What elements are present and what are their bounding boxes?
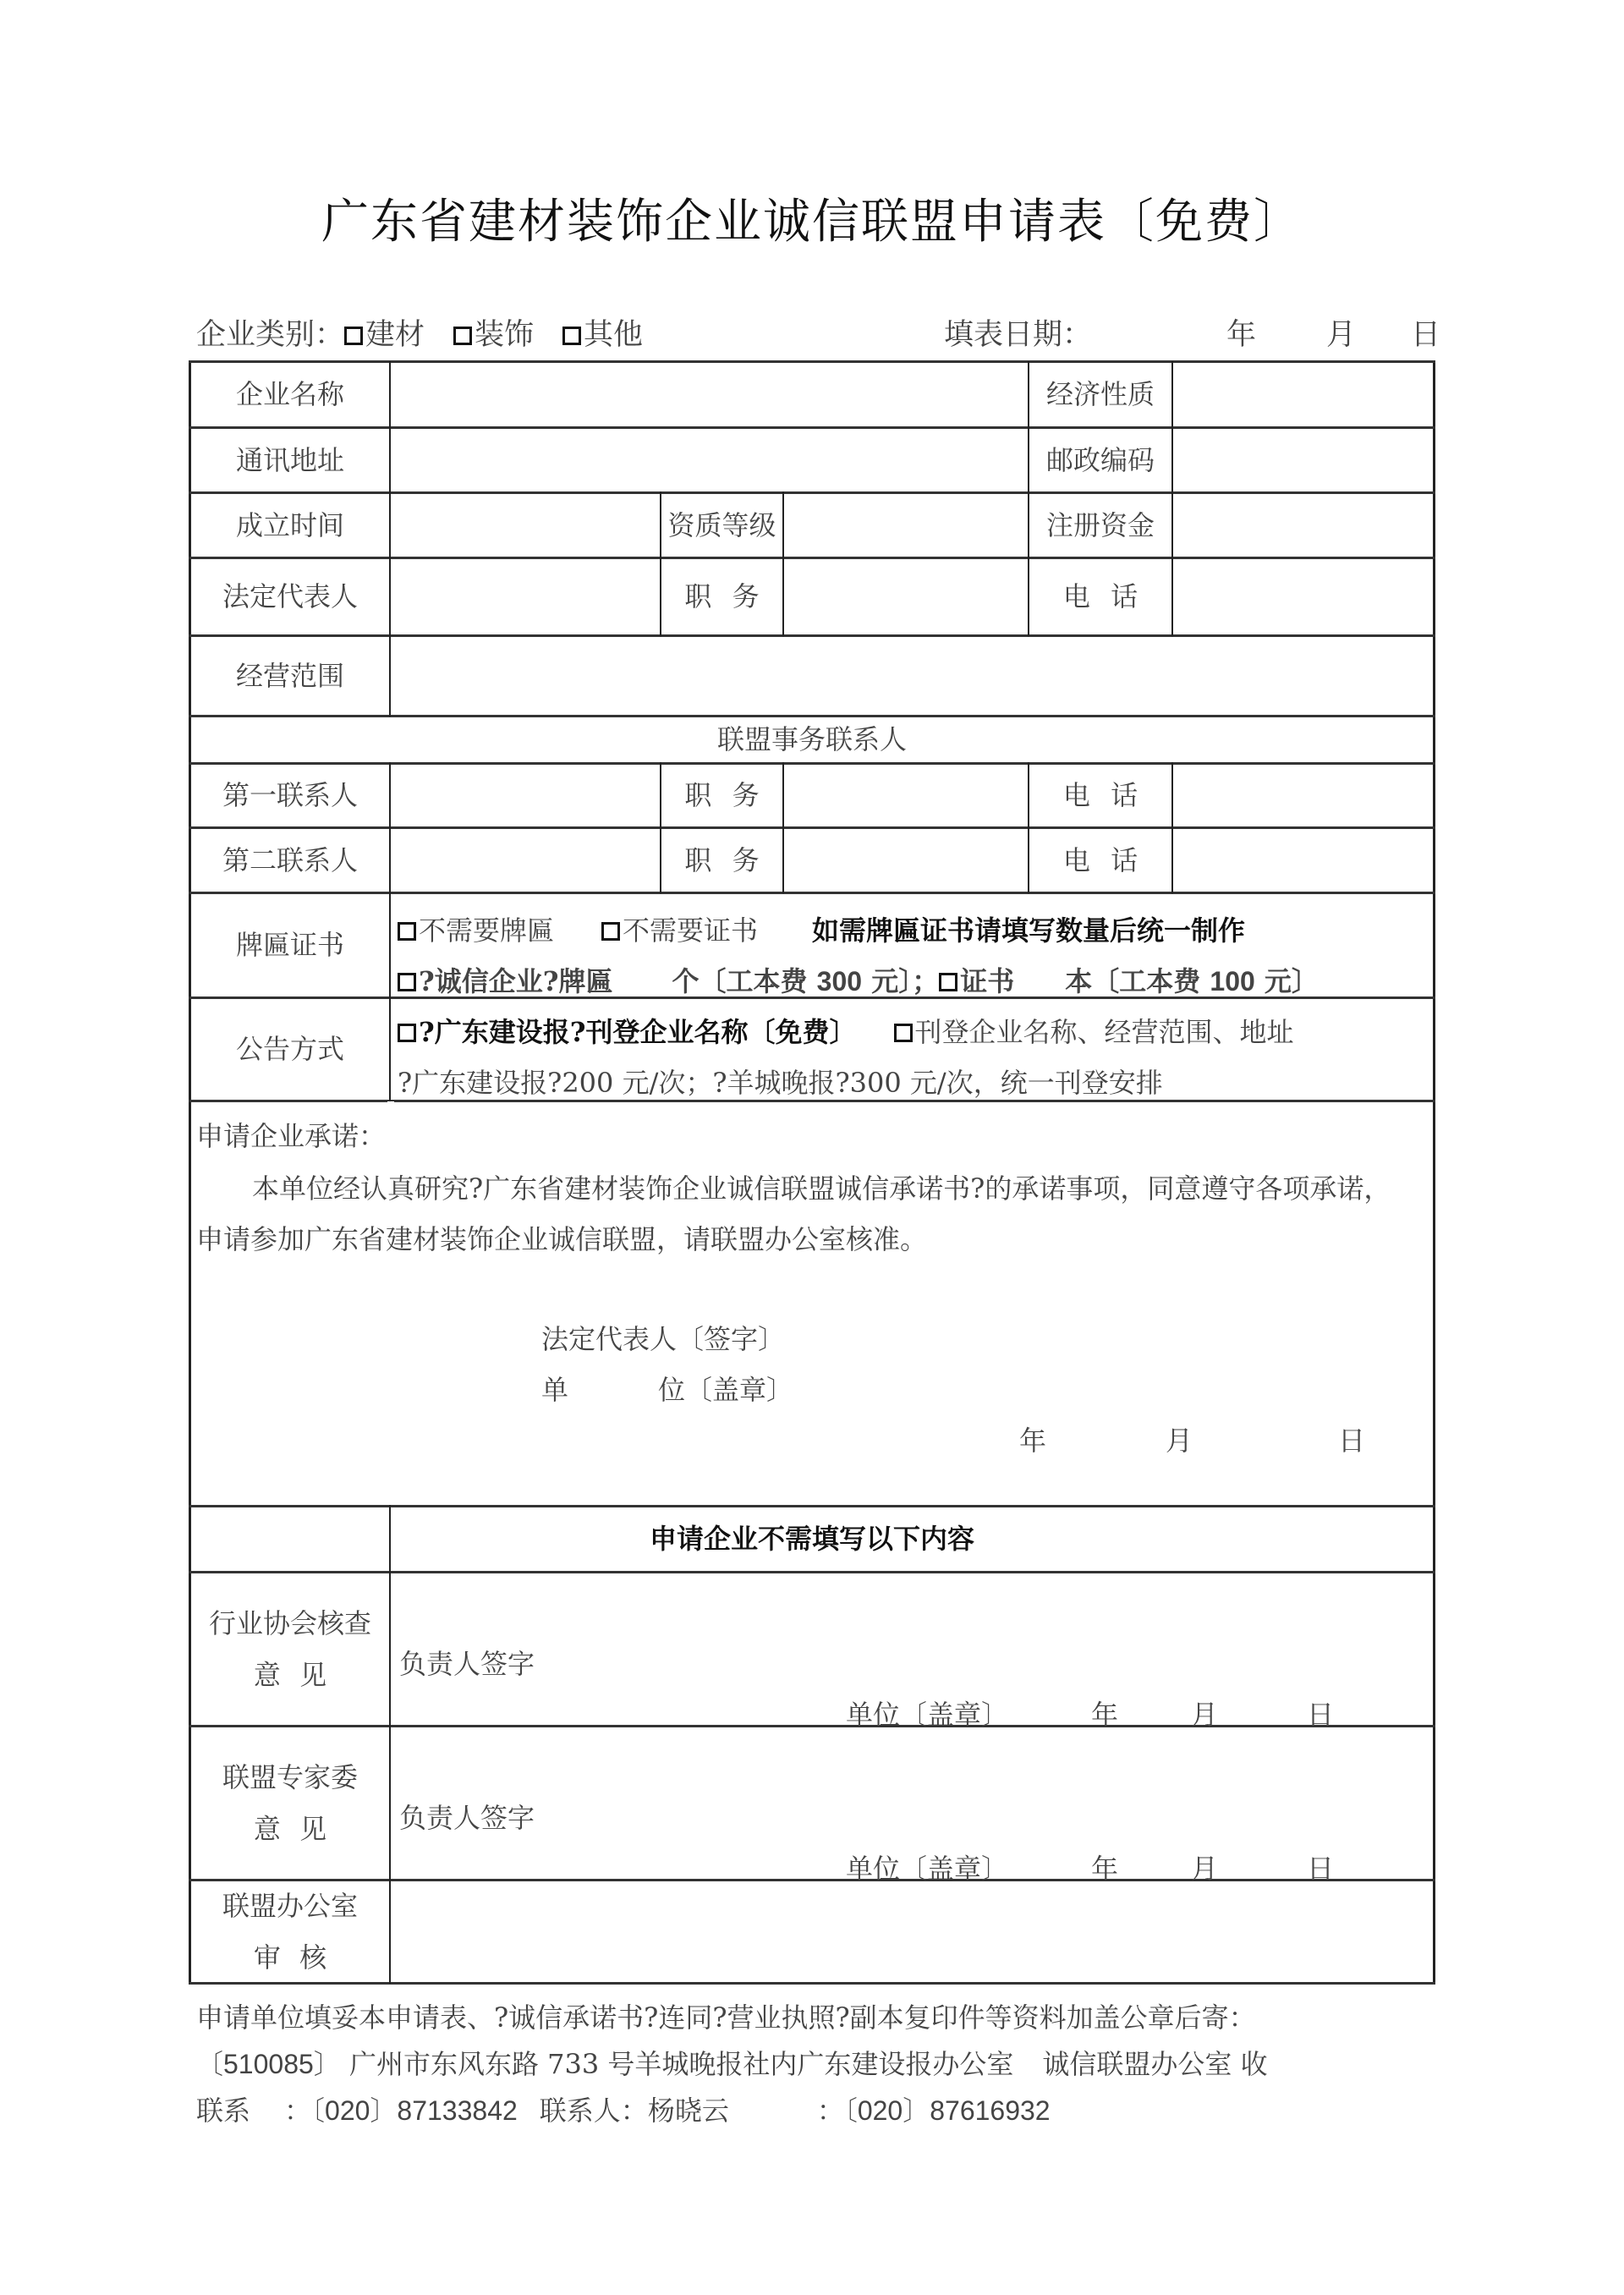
economic-nature-field[interactable] xyxy=(1174,363,1433,426)
footer-contact-row xyxy=(196,2089,1051,2128)
label-announcement: 公告方式 xyxy=(235,1033,344,1066)
certificate-price-suffix: 元〕 xyxy=(1264,965,1319,997)
label-registered-capital: 注册资金 xyxy=(1045,508,1155,541)
checkbox-icon[interactable] xyxy=(398,922,416,941)
office-section-title: 申请企业不需填写以下内容 xyxy=(649,1523,974,1556)
label-expert-review-line2: 意 见 xyxy=(253,1812,327,1845)
footer-recipient: 诚信联盟办公室 收 xyxy=(1042,2048,1268,2080)
label-company-name: 企业名称 xyxy=(235,378,344,411)
commitment-heading: 申请企业承诺： xyxy=(196,1120,387,1152)
label-office-review-line2: 审 核 xyxy=(253,1941,327,1974)
checkbox-icon[interactable] xyxy=(894,1024,913,1042)
legal-rep-phone-field[interactable] xyxy=(1174,559,1433,634)
office-review-field[interactable] xyxy=(392,1881,1433,1982)
business-scope-field[interactable] xyxy=(392,637,1433,715)
checkbox-icon[interactable] xyxy=(601,922,620,941)
qualification-field[interactable] xyxy=(784,494,1028,557)
certificate-item: 证书 xyxy=(960,965,1015,997)
checkbox-icon[interactable] xyxy=(398,1024,416,1042)
association-signer-label: 负责人签字 xyxy=(399,1648,535,1680)
category-row xyxy=(196,311,643,354)
label-legal-rep-position: 职 务 xyxy=(684,580,760,613)
first-contact-position-field[interactable] xyxy=(784,765,1028,826)
company-name-field[interactable] xyxy=(392,363,1028,426)
label-expert-review-line1: 联盟专家委 xyxy=(222,1760,358,1793)
registered-capital-field[interactable] xyxy=(1174,494,1433,557)
unit-seal-label-a: 单 xyxy=(541,1374,569,1406)
category-label: 企业类别： xyxy=(196,318,345,352)
label-plaque-certificate: 牌匾证书 xyxy=(235,929,344,962)
association-month: 月 xyxy=(1191,1699,1219,1731)
footer-contact-label: 联系 xyxy=(196,2095,251,2127)
commitment-month: 月 xyxy=(1166,1425,1193,1457)
option-free-listing: ?广东建设报?刊登企业名称〔免费〕 xyxy=(419,1016,857,1048)
label-second-contact-position: 职 务 xyxy=(684,843,760,876)
commitment-text-line1: 本单位经认真研究?广东省建材装饰企业诚信联盟诚信承诺书?的承诺事项，同意遵守各项承诺， xyxy=(252,1172,1391,1205)
legal-rep-position-field[interactable] xyxy=(784,559,1028,634)
label-address: 通讯地址 xyxy=(235,443,344,476)
plaque-price-suffix: 元〕； xyxy=(871,965,940,997)
label-qualification: 资质等级 xyxy=(667,508,776,541)
footer-phone-1: ：〔020〕87133842 xyxy=(284,2095,518,2126)
association-day: 日 xyxy=(1307,1699,1335,1731)
certificate-price: 100 xyxy=(1210,966,1255,997)
fill-date-year[interactable]: 年 xyxy=(1226,318,1257,352)
label-office-review xyxy=(191,1881,389,1982)
announcement-pricing: ?广东建设报?200 元/次；?羊城晚报?300 元/次，统一刊登安排 xyxy=(398,1067,1163,1099)
row-divider xyxy=(189,1982,1435,1985)
established-field[interactable] xyxy=(392,494,660,557)
second-contact-field[interactable] xyxy=(392,829,660,892)
legal-rep-field[interactable] xyxy=(392,559,660,634)
label-association-review-line1: 行业协会核查 xyxy=(208,1606,371,1639)
checkbox-icon[interactable] xyxy=(939,973,957,991)
plaque-note: 如需牌匾证书请填写数量后统一制作 xyxy=(812,914,1246,947)
commitment-text-line2: 申请参加广东省建材装饰企业诚信联盟，请联盟办公室核准。 xyxy=(196,1223,928,1255)
form-title: 广东省建材装饰企业诚信联盟申请表〔免费〕 xyxy=(321,195,1303,250)
label-association-review xyxy=(191,1573,389,1725)
expert-month: 月 xyxy=(1191,1853,1219,1885)
expert-year: 年 xyxy=(1091,1853,1119,1885)
label-second-contact: 第二联系人 xyxy=(222,843,358,876)
certificate-unit: 本〔工本费 xyxy=(1065,965,1201,997)
table-border-right xyxy=(1433,361,1435,1985)
plaque-price: 300 xyxy=(816,966,863,997)
footer-postcode: 〔510085〕 xyxy=(196,2049,341,2079)
plaque-order-row xyxy=(398,960,1319,999)
plaque-item: ?诚信企业?牌匾 xyxy=(419,965,613,997)
category-option-building: 建材 xyxy=(365,318,425,352)
label-office-review-line1: 联盟办公室 xyxy=(222,1889,358,1922)
category-option-decoration: 装饰 xyxy=(475,318,535,352)
fill-date-day[interactable]: 日 xyxy=(1411,318,1441,352)
footer-instructions: 申请单位填妥本申请表、?诚信承诺书?连同?营业执照?副本复印件等资料加盖公章后寄： xyxy=(196,2001,1256,2034)
expert-day: 日 xyxy=(1307,1853,1335,1885)
category-option-other: 其他 xyxy=(584,318,644,352)
commitment-year: 年 xyxy=(1019,1425,1047,1457)
first-contact-phone-field[interactable] xyxy=(1174,765,1433,826)
option-no-certificate: 不需要证书 xyxy=(623,914,759,947)
first-contact-field[interactable] xyxy=(392,765,660,826)
footer-phone-2: ：〔020〕87616932 xyxy=(816,2095,1051,2126)
legal-rep-signature-label: 法定代表人〔签字〕 xyxy=(541,1323,786,1355)
contacts-section-title: 联盟事务联系人 xyxy=(716,723,907,756)
postal-code-field[interactable] xyxy=(1174,429,1433,491)
col-divider xyxy=(389,762,391,828)
label-business-scope: 经营范围 xyxy=(235,659,344,692)
label-second-contact-phone: 电 话 xyxy=(1062,843,1138,876)
checkbox-icon[interactable] xyxy=(453,327,472,345)
fill-date-label: 填表日期： xyxy=(944,318,1093,352)
second-contact-phone-field[interactable] xyxy=(1174,829,1433,892)
footer-contact-person-label: 联系人： xyxy=(539,2095,648,2127)
expert-signer-label: 负责人签字 xyxy=(399,1802,535,1834)
footer-address: 广州市东风东路 733 号羊城晚报社内广东建设报办公室 xyxy=(348,2048,1014,2080)
commitment-day: 日 xyxy=(1338,1425,1366,1457)
col-divider xyxy=(389,1571,391,1984)
footer-contact-person: 杨晓云 xyxy=(647,2095,729,2127)
option-full-listing: 刊登企业名称、经营范围、地址 xyxy=(914,1016,1294,1048)
label-first-contact-phone: 电 话 xyxy=(1062,779,1138,812)
option-no-plaque: 不需要牌匾 xyxy=(419,914,555,947)
col-divider xyxy=(1171,762,1173,893)
label-legal-rep: 法定代表人 xyxy=(222,580,358,613)
plaque-options-row xyxy=(398,909,1245,948)
association-year: 年 xyxy=(1091,1699,1119,1731)
association-unit-seal: 单位〔盖章〕 xyxy=(846,1699,1009,1731)
label-first-contact: 第一联系人 xyxy=(222,779,358,812)
label-first-contact-position: 职 务 xyxy=(684,779,760,812)
address-field[interactable] xyxy=(392,429,1028,491)
plaque-unit: 个〔工本费 xyxy=(672,965,808,997)
checkbox-icon[interactable] xyxy=(398,973,416,991)
label-postal-code: 邮政编码 xyxy=(1045,443,1155,476)
col-divider xyxy=(389,361,391,717)
unit-seal-label-b: 位〔盖章〕 xyxy=(658,1374,794,1406)
label-association-review-line2: 意 见 xyxy=(253,1658,327,1691)
footer-address-row xyxy=(196,2043,1268,2082)
label-legal-rep-phone: 电 话 xyxy=(1062,580,1138,613)
label-expert-review xyxy=(191,1727,389,1879)
announcement-options-row xyxy=(398,1011,1294,1050)
label-economic-nature: 经济性质 xyxy=(1045,378,1155,411)
col-divider xyxy=(1171,361,1173,636)
label-established: 成立时间 xyxy=(235,508,344,541)
checkbox-icon[interactable] xyxy=(344,327,363,345)
expert-unit-seal: 单位〔盖章〕 xyxy=(846,1853,1009,1885)
checkbox-icon[interactable] xyxy=(562,327,581,345)
fill-date-month[interactable]: 月 xyxy=(1326,318,1357,352)
second-contact-position-field[interactable] xyxy=(784,829,1028,892)
